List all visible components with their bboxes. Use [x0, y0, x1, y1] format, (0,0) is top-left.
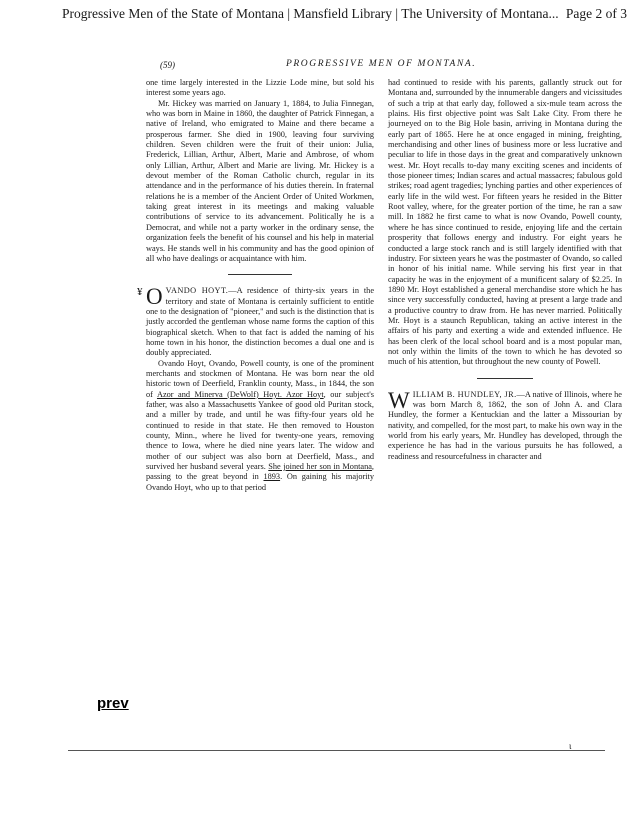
prev-link[interactable]: prev: [97, 695, 129, 712]
hoyt-text-segment: . On gaining his majority Ovando Hoyt, who up to that period: [146, 472, 374, 492]
hoyt-text-segment: , passing to the great beyond in: [146, 462, 374, 482]
hoyt-parents-paragraph: [146, 359, 374, 493]
section-divider: [477, 378, 533, 379]
hoyt-intro-text: —A residence of thirty-six years in the territory and state of Montana is certainly sufficient to entitle one to the designation of "pioneer," and such is the distinction that is justly accorded the gentleman whose name forms the caption of this biographical sketch. When to that fact is added the naming of his home town in his honor, the distinction becomes a dual one and is doubly appreciated.: [146, 286, 374, 358]
document-title: Progressive Men of the State of Montana | Mansfield Library | The University of Montana...: [62, 6, 559, 21]
section-divider: [228, 274, 292, 275]
stray-mark: ι: [569, 741, 572, 751]
underlined-year: 1893: [263, 472, 281, 482]
hundley-drop-cap: W: [388, 387, 410, 413]
underlined-parents: Azor and Minerva (DeWolf) Hoyt. Azor Hoyt: [156, 389, 324, 399]
hoyt-text-segment: , our subject's father, was also a Massachusetts Yankee of good old Puritan stock, and a miller by trade, and until he was fifty-four years old he continued to reside in that state. He then removed to Houston county, Minn., where he lived for twenty-one years, removing thence to Iowa, where he died nine years later. The widow and mother of our subject was also born at Deerfield, Mass., and survived her husband several years.: [146, 389, 375, 472]
scanned-page: [0, 40, 635, 700]
scan-page-number: (59): [160, 60, 175, 70]
underlined-mother-note: She joined her son in Montana: [268, 462, 372, 472]
hickey-paragraph: one time largely interested in the Lizzie Lode mine, but sold his interest some years ago.: [146, 78, 374, 98]
hoyt-drop-cap: O: [146, 284, 163, 310]
hoyt-text-segment: Ovando Hoyt, Ovando, Powell county, is one of the prominent merchants and stockmen of Montana. He was born near the old historic town of Deerfield, Franklin county, Mass., in 1844, the son of: [146, 358, 374, 399]
hundley-name-lead: ILLIAM B. HUNDLEY, JR.: [412, 389, 517, 399]
hickey-paragraph: Mr. Hickey was married on January 1, 1884, to Julia Finnegan, who was born in Maine in 1860, the daughter of Patrick Finnegan, a native of Ireland, who emigrated to Maine and there became a prosperous farmer. She died in 1900, leaving four surviving children. Seven children were the fruit of their union: Julia, Frederick, Lillian, Arthur, Albert, Marie and Ambrose, of whom only Lillian, Arthur, Albert and Marie are living. Mr. Hickey is a devout member of the Roman Catholic church, regular in its attendance and in the performance of his duties therein. In fraternal relations he is a member of the Ancient Order of United Workmen, taking great interest in its meetings and making valuable contributions of service to its advancement. Politically he is a Democrat, and while not a party worker in the ordinary sense, the organization feels the benefit of his counsel and his help in material ways. He stands well in his community and has the good opinion of all who have dealings or acquaintance with him.: [146, 98, 374, 263]
right-column: [388, 78, 622, 462]
footer-divider: [68, 750, 605, 751]
hoyt-intro-paragraph: [137, 284, 374, 358]
margin-mark: ¥: [137, 286, 143, 299]
hoyt-name-lead: VANDO HOYT.: [165, 286, 229, 296]
running-head: PROGRESSIVE MEN OF MONTANA.: [286, 59, 477, 69]
left-column: [137, 78, 375, 493]
print-header: [62, 6, 627, 24]
hoyt-continued-paragraph: had continued to reside with his parents, gallantly struck out for Montana and, surrounded by the innumerable dangers and vicissitudes of such a trip at that early day, followed a six-mule team across the plains. His first objective point was Salt Lake City. From there he journeyed on to the Big Hole basin, arriving in Montana during the early part of 1865. Here he at once engaged in mining, freighting, merchandising and other lines of business more or less lucrative and peculiar to life in those days in the great and comparatively unknown west. Mr. Hoyt recalls to-day many exciting scenes and incidents of those pioneer times; Indian scares and actual massacres; fabulous gold strikes; road agent tragedies; lynching parties and other experiences of early life in the wild west. For fifteen years he resided in the Bitter Root valley, where, for the greater portion of the time, he ran a saw mill. In 1882 he first came to what is now Ovando, Powell county, where he has since continued to reside, enjoying life and the certain prosperity that follows energy and industry. For eight years he conducted a large stock ranch and is still largely identified with that industry. For sixteen years he was the postmaster of Ovando, so called in honor of his initial name. While serving his first year in that capacity he was in the enjoyment of a munificent salary of $2.25. In 1890 Mr. Hoyt established a general merchandise store which he has since very successfully conducted, having at present a large trade and a productive country to draw from. He has never married. Politically Mr. Hoyt is a staunch Republican, taking an active interest in the affairs of his party and exerting a wide and extended influence. He has been clerk of the local school board and is a most popular man, not only within the limits of the town to which he has devoted so much of his attention, but throughout the new county of Powell.: [388, 78, 622, 367]
hundley-paragraph: [388, 387, 622, 462]
hundley-text: —A native of Illinois, where he was born March 8, 1862, the son of John A. and Clara Hundley, the former a Kentuckian and the latter a Missourian by nativity, and compelled, for the most part, to make his own way in the world from his early years, Mr. Hundley has developed, through the experience he has had in the various pursuits he has followed, a readiness and resourcefulness in character and: [388, 389, 622, 461]
page-indicator: Page 2 of 3: [565, 6, 627, 21]
